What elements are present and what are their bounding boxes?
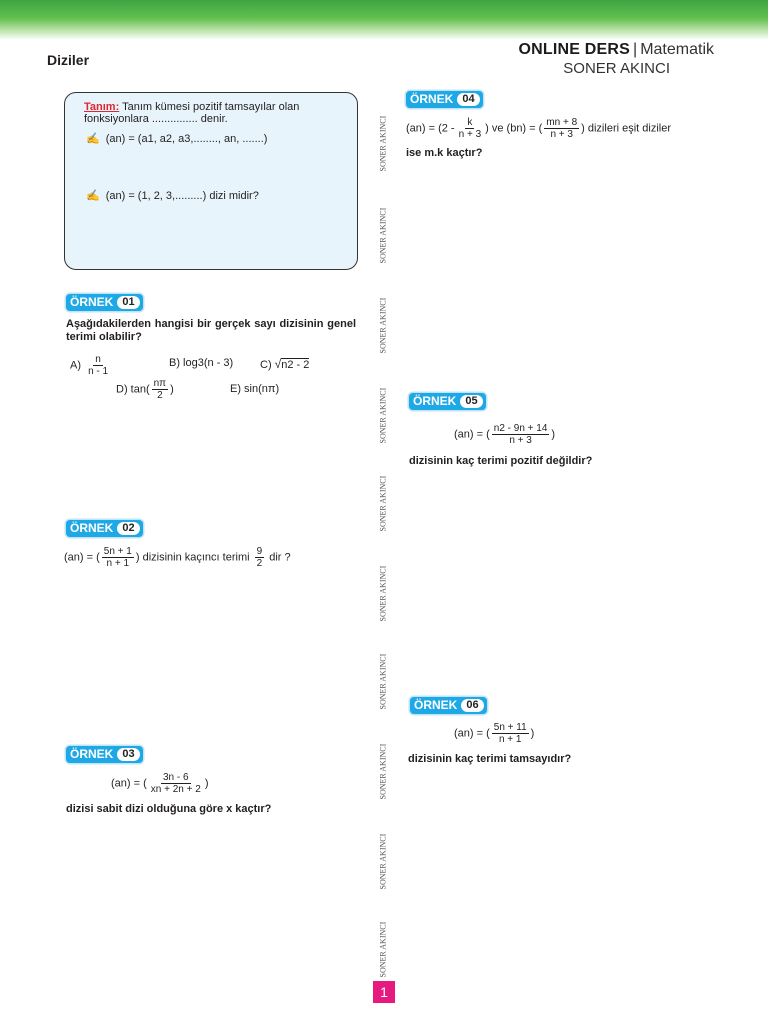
sequence-prefix: (an) = (2 - xyxy=(406,122,455,135)
example-01-question: Aşağıdakilerden hangisi bir gerçek sayı dizisinin genel terimi olabilir? xyxy=(66,318,356,343)
example-badge-04 xyxy=(406,91,483,108)
top-green-banner xyxy=(0,0,768,40)
example-badge-05 xyxy=(409,393,486,410)
example-06-statement xyxy=(454,722,534,745)
fraction-numerator: 9 xyxy=(256,546,263,557)
option-a xyxy=(70,354,112,377)
option-b: B) log3(n - 3) xyxy=(169,357,234,369)
brand-separator: | xyxy=(633,41,638,58)
option-c-radicand: n2 - 2 xyxy=(281,359,310,371)
definition-line-2: (an) = (1, 2, 3,.........) dizi midir? xyxy=(105,190,259,202)
sequence-fraction xyxy=(492,423,550,446)
watermark: SONER AKINCI xyxy=(378,743,388,800)
sequence-prefix: (an) = ( xyxy=(111,777,147,790)
definition-label: Tanım: xyxy=(84,101,120,113)
badge-number: 01 xyxy=(117,296,139,309)
badge-number: 02 xyxy=(117,522,139,535)
definition-text xyxy=(84,101,339,125)
badge-label: ÖRNEK xyxy=(70,521,114,535)
second-fraction xyxy=(544,117,579,140)
fraction-numerator: n2 - 9n + 14 xyxy=(493,423,548,434)
fraction-denominator: 2 xyxy=(157,390,163,401)
pencil-icon: ✍ xyxy=(86,133,100,145)
fraction-denominator: n + 1 xyxy=(498,734,522,745)
watermark: SONER AKINCI xyxy=(378,387,388,444)
statement-middle: ) dizisinin kaçıncı terimi xyxy=(135,551,250,564)
watermark: SONER AKINCI xyxy=(378,653,388,710)
example-06-question: dizisinin kaç terimi tamsayıdır? xyxy=(408,753,572,765)
definition-line-1: (an) = (a1, a2, a3,........, an, .......) xyxy=(105,133,268,145)
fraction-denominator: n + 1 xyxy=(106,558,130,569)
example-badge-01 xyxy=(66,294,143,311)
definition-example-2 xyxy=(86,189,259,202)
value-fraction xyxy=(255,546,265,569)
sequence-suffix: ) xyxy=(204,777,209,790)
statement-end: dir ? xyxy=(269,551,291,564)
sequence-fraction xyxy=(102,546,134,569)
option-c xyxy=(260,357,309,371)
fraction-numerator: k xyxy=(467,117,473,128)
option-a-label: A) xyxy=(70,359,81,372)
fraction-denominator: n + 3 xyxy=(458,129,482,140)
first-fraction xyxy=(457,117,484,140)
fraction-numerator: 5n + 1 xyxy=(103,546,132,557)
option-a-fraction xyxy=(86,354,110,377)
fraction-denominator: 2 xyxy=(256,558,263,569)
statement-middle: ) ve (bn) = ( xyxy=(485,122,543,135)
sequence-fraction xyxy=(149,772,203,795)
example-05-statement xyxy=(454,423,555,446)
example-badge-03 xyxy=(66,746,143,763)
option-e: E) sin(nπ) xyxy=(230,383,280,395)
fraction-numerator: mn + 8 xyxy=(546,117,578,128)
watermark: SONER AKINCI xyxy=(378,833,388,890)
badge-number: 05 xyxy=(460,395,482,408)
page-number: 1 xyxy=(373,981,395,1003)
statement-end: ) dizileri eşit diziler xyxy=(581,122,672,135)
sqrt-icon: √ xyxy=(274,357,282,371)
example-badge-06 xyxy=(410,697,487,714)
definition-example-1 xyxy=(86,132,267,145)
badge-label: ÖRNEK xyxy=(413,394,457,408)
badge-label: ÖRNEK xyxy=(410,92,454,106)
fraction-numerator: 3n - 6 xyxy=(163,772,189,783)
sequence-fraction xyxy=(492,722,529,745)
badge-label: ÖRNEK xyxy=(70,295,114,309)
fraction-denominator: n - 1 xyxy=(88,366,109,377)
chapter-title: Diziler xyxy=(47,52,90,68)
badge-number: 04 xyxy=(457,93,479,106)
brand-subject: Matematik xyxy=(640,41,714,58)
option-d: D) tan( $\frac{n\pi}{2}$ ) xyxy=(116,378,174,401)
fraction-numerator: 5n + 11 xyxy=(493,722,527,733)
fraction-numerator: nπ xyxy=(153,378,167,389)
example-05-question: dizisinin kaç terimi pozitif değildir? xyxy=(409,455,593,467)
watermark: SONER AKINCI xyxy=(378,115,388,172)
badge-number: 06 xyxy=(461,699,483,712)
example-badge-02 xyxy=(66,520,143,537)
watermark: SONER AKINCI xyxy=(378,207,388,264)
sequence-suffix: ) xyxy=(530,727,535,740)
fraction-denominator: xn + 2n + 2 xyxy=(150,784,201,795)
badge-label: ÖRNEK xyxy=(70,747,114,761)
watermark: SONER AKINCI xyxy=(378,297,388,354)
example-02-statement xyxy=(64,546,291,569)
sequence-prefix: (an) = ( xyxy=(454,428,490,441)
example-04-question: ise m.k kaçtır? xyxy=(406,147,483,159)
option-c-label: C) xyxy=(260,359,272,371)
definition-body: Tanım kümesi pozitif tamsayılar olan fonksiyonlara ............... denir. xyxy=(84,101,300,125)
sequence-prefix: (an) = ( xyxy=(454,727,490,740)
fraction-denominator: n + 3 xyxy=(509,435,532,446)
badge-label: ÖRNEK xyxy=(414,698,458,712)
watermark: SONER AKINCI xyxy=(378,921,388,978)
pencil-icon: ✍ xyxy=(86,190,100,202)
option-d-label: D) tan( xyxy=(116,383,150,396)
fraction-denominator: n + 3 xyxy=(550,129,573,140)
example-03-statement xyxy=(111,772,208,795)
brand-header xyxy=(519,41,715,77)
example-03-question: dizisi sabit dizi olduğuna göre x kaçtır? xyxy=(66,803,272,815)
brand-name: ONLINE DERS xyxy=(518,41,631,58)
fraction-numerator: n xyxy=(95,354,101,365)
watermark: SONER AKINCI xyxy=(378,565,388,622)
author-name: SONER AKINCI xyxy=(563,60,670,77)
watermark: SONER AKINCI xyxy=(378,475,388,532)
badge-number: 03 xyxy=(117,748,139,761)
option-d-fraction xyxy=(152,378,168,401)
example-04-statement xyxy=(406,117,671,140)
sequence-prefix: (an) = ( xyxy=(64,551,100,564)
sequence-suffix: ) xyxy=(551,428,556,441)
